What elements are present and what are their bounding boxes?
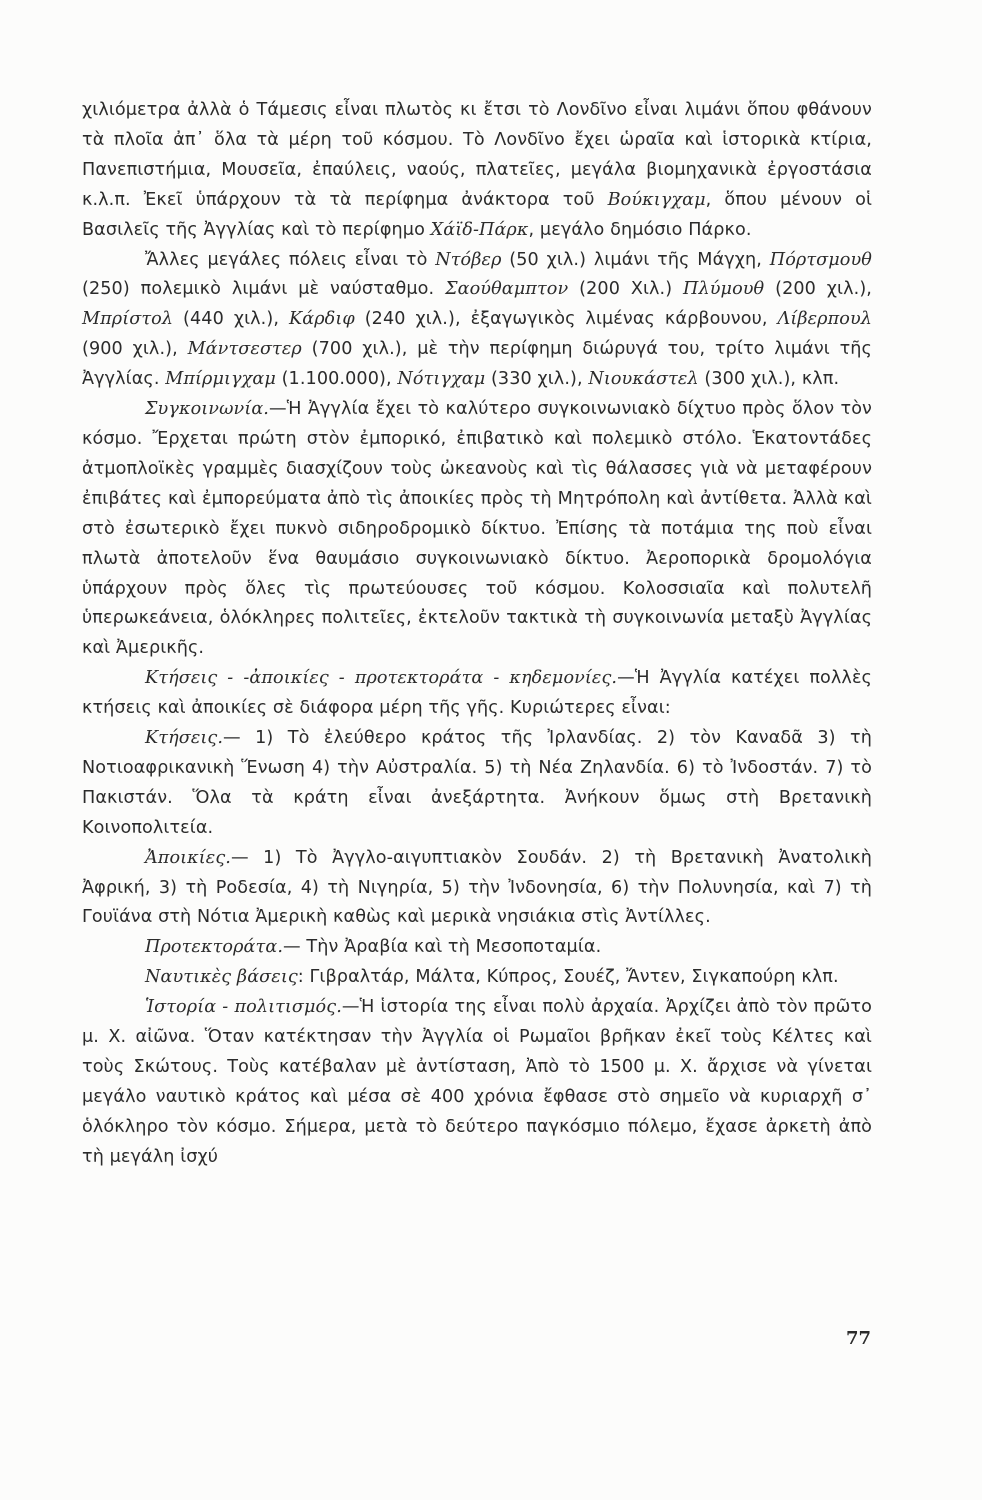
- text-run: (700 χιλ.), μὲ τὴν περίφημη διώρυγά του, τρίτο λιμάνι τῆς Ἀγγλίας.: [82, 339, 872, 390]
- italic-term: Ναυτικὲς βάσεις: [145, 967, 298, 988]
- text-run: (330 χιλ.),: [485, 369, 589, 390]
- paragraph: [82, 933, 872, 963]
- text-run: — Τὴν Ἀραβία καὶ τὴ Μεσοποταμία.: [283, 937, 602, 958]
- italic-term: Νότιγχαμ: [397, 369, 486, 390]
- italic-term: Κάρδιφ: [288, 309, 355, 330]
- italic-term: Βούκιγχαμ: [607, 189, 706, 210]
- italic-term: Πλύμουθ: [683, 279, 765, 300]
- text-run: χιλιόμετρα ἀλλὰ ὁ Τάμεσις εἶναι πλωτὸς κι ἔτσι τὸ Λονδῖνο εἶναι λιμάνι ὅπου φθάνουν τὰ πλοῖα ἀπ᾿ ὅλα τὰ μέρη τοῦ κόσμου. Τὸ Λονδῖνο ἔχει ὡραῖα καὶ ἱστορικὰ κτίρια, Πανεπιστήμια, Μουσεῖα, ἐπαύλεις, ναούς, πλατεῖες, μεγάλα βιομηχανικὰ ἐργοστάσια κ.λ.π. Ἐκεῖ ὑπάρχουν τὰ τὰ περίφημα ἀνάκτορα τοῦ: [82, 100, 872, 210]
- text-run: , ὅπου μένουν οἱ Βασιλεῖς τῆς Ἀγγλίας καὶ τὸ περίφημο: [82, 189, 872, 240]
- text-run: — 1) Τὸ ἐλεύθερο κράτος τῆς Ἰρλανδίας. 2) τὸν Καναδᾶ 3) τὴ Νοτιοαφρικανικὴ Ἕνωση 4) τὴν Αὐστραλία. 5) τὴ Νέα Ζηλανδία. 6) τὸ Ἰνδοστάν. 7) τὸ Πακιστάν. Ὅλα τὰ κράτη εἶναι ἀνεξάρτητα. Ἀνήκουν ὅμως στὴ Βρετανικὴ Κοινοπολιτεία.: [82, 728, 872, 838]
- text-run: , μεγάλο δημόσιο Πάρκο.: [528, 219, 752, 240]
- italic-term: Μπρίστολ: [82, 309, 174, 330]
- page-number: 77: [846, 1328, 872, 1349]
- italic-term: Κτήσεις - -ἀποικίες - προτεκτοράτα - κηδεμονίες.: [145, 668, 618, 689]
- italic-term: Πόρτσμουθ: [769, 249, 872, 270]
- italic-term: Κτήσεις.: [145, 728, 224, 749]
- text-run: —Ἡ Ἀγγλία ἔχει τὸ καλύτερο συγκοινωνιακὸ δίχτυο πρὸς ὅλον τὸν κόσμο. Ἔρχεται πρώτη στὸν ἐμπορικό, ἐπιβατικὸ καὶ πολεμικὸ στόλο. Ἑκατοντάδες ἀτμοπλοϊκὲς γραμμὲς διασχίζουν τοὺς ὠκεανοὺς καὶ τὶς θάλασσες γιὰ νὰ μεταφέρουν ἐπιβάτες καὶ ἐμπορεύματα ἀπὸ τὶς ἀποικίες πρὸς τὴ Μητρόπολη καὶ ἀντίθετα. Ἀλλὰ καὶ στὸ ἐσωτερικὸ ἔχει πυκνὸ σιδηροδρομικὸ δίκτυο. Ἐπίσης τὰ ποτάμια της ποὺ εἶναι πλωτὰ ἀποτελοῦν ἕνα θαυμάσιο συγκοινωνιακὸ δίκτυο. Ἀεροπορικὰ δρομολόγια ὑπάρχουν πρὸς ὅλες τὶς πρωτεύουσες τοῦ κόσμου. Κολοσσιαῖα καὶ πολυτελῆ ὑπερωκεάνεια, ὁλόκληρες πολιτεῖες, ἐκτελοῦν τακτικὰ τὴ συγκοινωνία μεταξὺ Ἀγγλίας καὶ Ἀμερικῆς.: [82, 399, 872, 659]
- text-run: (240 χιλ.), ἐξαγωγικὸς λιμένας κάρβουνου,: [354, 309, 778, 330]
- italic-term: Συγκοινωνία.: [145, 399, 269, 420]
- body-text: [82, 96, 872, 1173]
- italic-term: Προτεκτοράτα.: [145, 937, 284, 958]
- paragraph: [82, 724, 872, 844]
- italic-term: Σαούθαμπτον: [445, 279, 569, 300]
- text-run: (200 Χιλ.): [568, 279, 684, 300]
- italic-term: Ἱστορία - πολιτισμός.: [145, 997, 342, 1018]
- paragraph: [82, 963, 872, 993]
- italic-term: Μπίρμιγχαμ: [165, 369, 276, 390]
- italic-term: Ἀποικίες.: [145, 847, 231, 868]
- paragraph: [82, 844, 872, 934]
- text-run: Ἄλλες μεγάλες πόλεις εἶναι τὸ: [145, 249, 436, 270]
- text-run: (300 χιλ.), κλπ.: [698, 369, 840, 390]
- text-run: —Ἡ Ἀγγλία κατέχει πολλὲς κτήσεις καὶ ἀποικίες σὲ διάφορα μέρη τῆς γῆς. Κυριώτερες εἶναι:: [82, 668, 872, 719]
- text-run: —Ἡ ἱστορία της εἶναι πολὺ ἀρχαία. Ἀρχίζει ἀπὸ τὸν πρῶτο μ. Χ. αἰῶνα. Ὅταν κατέκτησαν τὴν Ἀγγλία οἱ Ρωμαῖοι βρῆκαν ἐκεῖ τοὺς Κέλτες καὶ τοὺς Σκώτους. Τοὺς κατέβαλαν μὲ ἀντίσταση, Ἀπὸ τὸ 1500 μ. Χ. ἄρχισε νὰ γίνεται μεγάλο ναυτικὸ κράτος καὶ μέσα σὲ 400 χρόνια ἔφθασε στὸ σημεῖο νὰ κυριαρχῆ σ᾿ ὁλόκληρο τὸν κόσμο. Σήμερα, μετὰ τὸ δεύτερο παγκόσμιο πόλεμο, ἔχασε ἀρκετὴ ἀπὸ τὴ μεγάλη ἰσχύ: [82, 997, 872, 1167]
- paragraph: [82, 96, 872, 246]
- paragraph: [82, 395, 872, 664]
- italic-term: Ντόβερ: [435, 249, 502, 270]
- italic-term: Χάϊδ-Πάρκ: [430, 219, 529, 240]
- text-run: (250) πολεμικὸ λιμάνι μὲ ναύσταθμο.: [82, 279, 446, 300]
- text-run: (900 χιλ.),: [82, 339, 188, 360]
- paragraph: [82, 246, 872, 396]
- text-run: — 1) Τὸ Ἀγγλο-αιγυπτιακὸν Σουδάν. 2) τὴ Βρετανικὴ Ἀνατολικὴ Ἀφρική, 3) τὴ Ροδεσία, 4) τὴ Νιγηρία, 5) τὴν Ἰνδονησία, 6) τὴν Πολυνησία, καὶ 7) τὴ Γουϊάνα στὴ Νότια Ἀμερικὴ καθὼς καὶ μερικὰ νησιάκια στὶς Ἀντίλλες.: [82, 847, 872, 928]
- text-run: (200 χιλ.),: [764, 279, 872, 300]
- text-run: (50 χιλ.) λιμάνι τῆς Μάγχη,: [501, 249, 770, 270]
- text-run: (440 χιλ.),: [173, 309, 289, 330]
- text-run: : Γιβραλτάρ, Μάλτα, Κύπρος, Σουέζ, Ἄντεν, Σιγκαπούρη κλπ.: [297, 967, 839, 988]
- italic-term: Λίβερπουλ: [777, 309, 872, 330]
- paragraph: [82, 664, 872, 724]
- text-run: (1.100.000),: [275, 369, 398, 390]
- italic-term: Μάντσεστερ: [187, 339, 302, 360]
- italic-term: Νιουκάστελ: [588, 369, 699, 390]
- paragraph: [82, 993, 872, 1172]
